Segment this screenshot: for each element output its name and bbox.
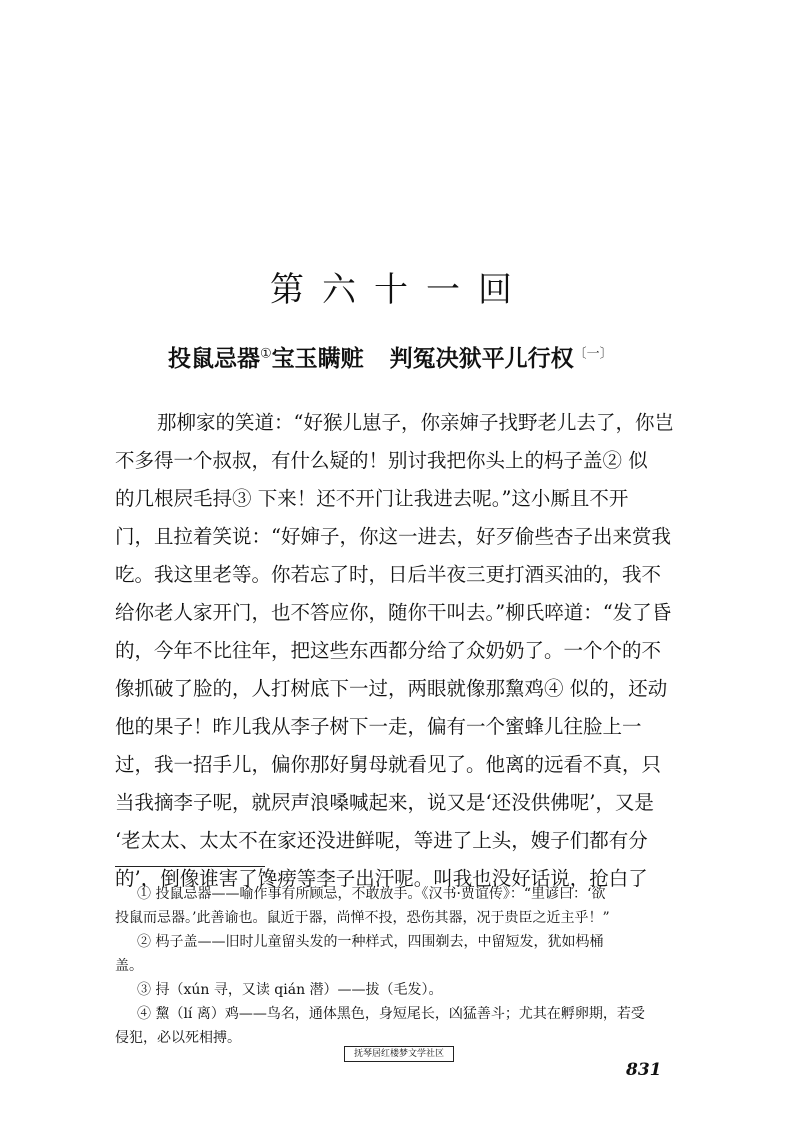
footnotes xyxy=(115,882,695,1050)
body-line: 当我摘李子呢，就屄声浪嗓喊起来，说又是‘还没供佛呢’，又是 xyxy=(115,791,654,814)
body-text xyxy=(115,404,695,898)
body-line: 门，且拉着笑说：“好婶子，你这一进去，好歹偷些杏子出来赏我 xyxy=(115,525,671,548)
footnote-text: 挦（xún 寻，又读 qián 潜）——拔（毛发）。 xyxy=(155,982,443,998)
subtitle-note-mark: ① xyxy=(260,346,272,362)
footnote-2 xyxy=(115,930,695,954)
body-line: ‘老太太、太太不在家还没进鲜呢，等进了上头，嫂子们都有分 xyxy=(115,829,648,852)
body-line: 吃。我这里老等。你若忘了时，日后半夜三更打酒买油的，我不 xyxy=(115,563,662,586)
body-line: 过，我一招手儿，偏你那好舅母就看见了。他离的远看不真，只 xyxy=(115,753,662,776)
body-line: 那柳家的笑道：“好猴儿崽子，你亲婶子找野老儿去了，你岂 xyxy=(157,411,674,434)
footnote-2-cont: 盖。 xyxy=(115,958,143,974)
footnote-text: 黧（lí 离）鸡——鸟名，通体黑色，身短尾长，凶猛善斗；尤其在孵卵期，若受 xyxy=(155,1006,645,1022)
footnote-number: ③ xyxy=(137,982,151,998)
footnote-number: ① xyxy=(137,886,151,902)
footnote-1-cont: 投鼠而忌器。’此善谕也。鼠近于器，尚惮不投，恐伤其器，况于贵臣之近主乎！” xyxy=(115,910,610,926)
chapter-subtitle xyxy=(168,340,613,373)
subtitle-bracket-note: 〔一〕 xyxy=(573,346,613,362)
body-line: 的几根屄毛挦③ 下来！还不开门让我进去呢。”这小厮且不开 xyxy=(115,487,629,510)
body-line: 他的果子！昨儿我从李子树下一走，偏有一个蜜蜂儿往脸上一 xyxy=(115,715,642,738)
footnote-3 xyxy=(115,978,695,1002)
footnote-number: ④ xyxy=(137,1006,151,1022)
subtitle-part-2: 宝玉瞒赃 xyxy=(271,345,364,372)
body-line: 像抓破了脸的，人打树底下一过，两眼就像那黧鸡④ 似的，还动 xyxy=(115,677,668,700)
page-number: 831 xyxy=(626,1060,662,1080)
body-line: 给你老人家开门，也不答应你，随你干叫去。”柳氏啐道：“发了昏 xyxy=(115,601,672,624)
body-line: 的’，倒像谁害了馋痨等李子出汗呢。叫我也没好话说，抢白了 xyxy=(115,867,648,890)
footnote-4 xyxy=(115,1002,695,1026)
subtitle-part-1: 投鼠忌器 xyxy=(168,345,260,372)
chapter-title: 第六十一回 xyxy=(270,270,530,310)
footnote-1 xyxy=(115,882,695,906)
footnote-4-cont: 侵犯，必以死相搏。 xyxy=(115,1030,241,1046)
footnote-divider xyxy=(115,866,265,867)
footnote-number: ② xyxy=(137,934,151,950)
footnote-text: 投鼠忌器——喻作事有所顾忌，不敢放手。《汉书·贾谊传》：“里谚曰：‘欲 xyxy=(155,886,606,902)
watermark-stamp: 抚琴居红楼梦文学社区 xyxy=(344,1046,454,1062)
subtitle-part-3: 判冤决狱平儿行权 xyxy=(389,345,574,372)
body-line: 的，今年不比往年，把这些东西都分给了众奶奶了。一个个的不 xyxy=(115,639,662,662)
footnote-text: 杩子盖——旧时儿童留头发的一种样式，四围剃去，中留短发，犹如杩桶 xyxy=(155,934,604,950)
body-line: 不多得一个叔叔，有什么疑的！别讨我把你头上的杩子盖② 似 xyxy=(115,449,648,472)
